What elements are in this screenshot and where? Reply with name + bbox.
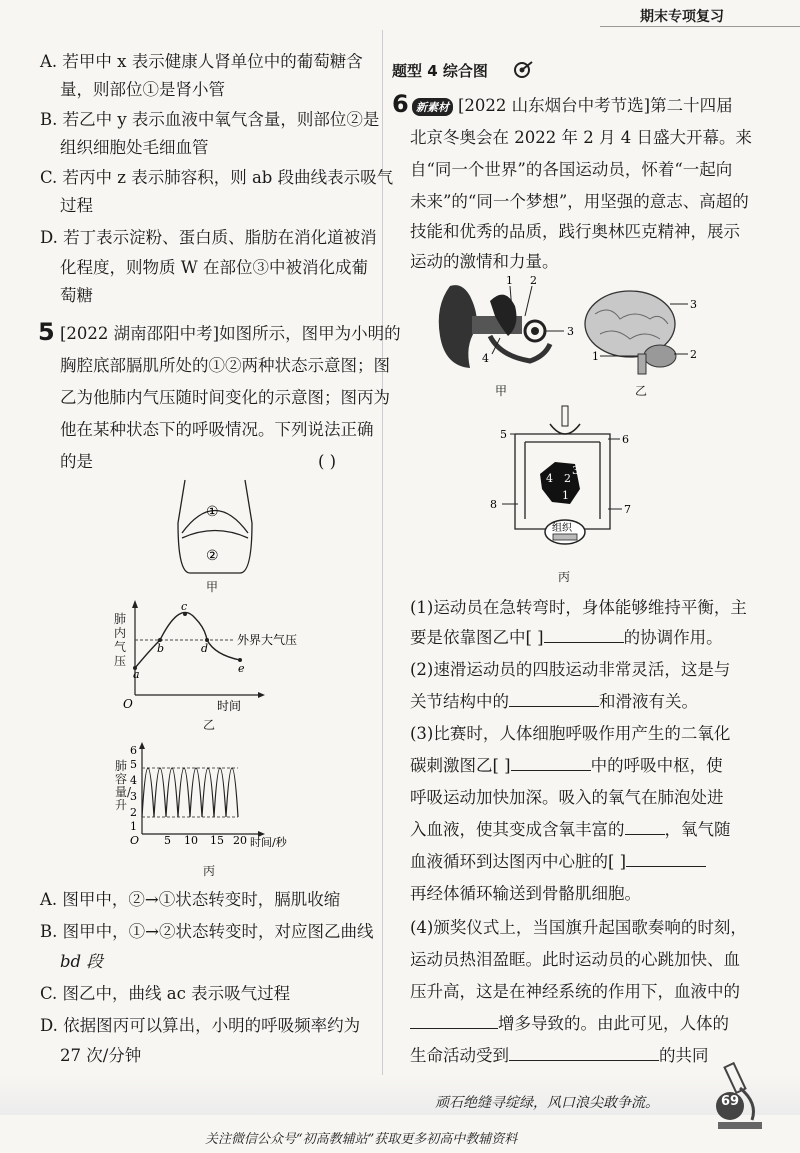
sub3-line4: 入血液，使其变成含氧丰富的 ，氧气随 (410, 820, 731, 839)
ear-label-2: 2 (530, 276, 537, 287)
jia-label-2: ② (206, 548, 219, 564)
circ-label-4: 4 (546, 472, 553, 485)
yi-x-arrow (258, 692, 265, 698)
q5-answer-paren: ( ) (318, 452, 337, 471)
sub3-line5: 血液循环到达图丙中心脏的[ ] (410, 852, 706, 872)
q6-line6: 运动的激情和力量。 (410, 252, 559, 271)
sub4-line5: 生命活动受到 的共同 (410, 1046, 709, 1065)
q4-d-line2: 化程度，则物质 W 在部位③中被消化成葡 (60, 258, 368, 277)
q6-fig-yi-caption: 乙 (635, 384, 648, 398)
circ-label-8: 8 (490, 498, 497, 511)
q5-fig-jia (170, 478, 260, 578)
sub4-blank-1[interactable] (410, 1014, 498, 1029)
q4-c-line1: C. 若丙中 z 表示肺容积，则 ab 段曲线表示吸气 (40, 168, 394, 187)
yi-ref-label: 外界大气压 (237, 633, 298, 647)
new-material-tag: 新素材 (412, 98, 453, 116)
q5-option-c: C. 图乙中，曲线 ac 表示吸气过程 (40, 984, 291, 1003)
brain-label-3: 3 (690, 298, 697, 311)
q6-fig-jia-caption: 甲 (495, 384, 508, 398)
brain-label-1: 1 (592, 350, 599, 363)
q6-line1: [2022 山东烟台中考节选]第二十四届 (458, 96, 733, 115)
q6-fig-bing-caption: 丙 (558, 570, 571, 584)
yi-origin: O (123, 697, 133, 711)
q6-line4: 未来”的“同一个梦想”，用坚强的意志、高超的 (410, 192, 749, 211)
sub3-line3: 呼吸运动加快加深。吸入的氧气在肺泡处进 (410, 788, 724, 807)
q5-option-b2: bd 段 (60, 952, 103, 971)
q6-line2: 北京冬奥会在 2022 年 2 月 4 日盛大开幕。来 (410, 128, 752, 147)
sub1-blank[interactable] (544, 628, 624, 643)
bing-ytick-4: 4 (130, 774, 137, 787)
yi-y-arrow (132, 600, 138, 608)
q4-d-line1: D. 若丁表示淀粉、蛋白质、脂肪在消化道被消 (40, 228, 377, 247)
q5-line3: 乙为他肺内气压随时间变化的示意图；图丙为 (60, 388, 390, 407)
q4-a-line1: A. 若甲中 x 表示健康人肾单位中的葡萄糖含 (40, 52, 363, 71)
q5-option-d1: D. 依据图丙可以算出，小明的呼吸频率约为 (40, 1016, 361, 1035)
q5-line4: 他在某种状态下的呼吸情况。下列说法正确 (60, 420, 374, 439)
page-number: 69 (720, 1094, 740, 1109)
bing-origin: O (130, 834, 140, 847)
section-header: 期末专项复习 (640, 9, 724, 25)
bing-ytick-1: 1 (130, 820, 137, 833)
yi-label-b: b (157, 642, 165, 655)
cerebellum (644, 345, 676, 367)
bing-xtick-10: 10 (184, 834, 198, 847)
brainstem (638, 354, 646, 374)
sub1-line2: 要是依靠图乙中[ ] 的协调作用。 (410, 628, 723, 647)
q5-fig-bing-caption: 丙 (203, 864, 216, 878)
yi-label-c: c (181, 600, 188, 613)
sub3-line6: 再经体循环输送到骨骼肌细胞。 (410, 884, 641, 903)
bing-ytick-6: 6 (130, 744, 137, 757)
sub4-line3: 压升高，这是在神经系统的作用下，血液中的 (410, 982, 740, 1001)
circ-label-7: 7 (624, 503, 631, 516)
bing-xtick-15: 15 (210, 834, 224, 847)
header-rule (600, 26, 800, 27)
q4-c-line2: 过程 (60, 196, 93, 215)
jia-label-1: ① (206, 504, 219, 520)
bing-ytick-5: 5 (130, 758, 137, 771)
q6-line5: 技能和优秀的品质，践行奥林匹克精神，展示 (410, 222, 740, 241)
bing-ytick-2: 2 (130, 806, 137, 819)
sub1-line1: (1)运动员在急转弯时，身体能够维持平衡，主 (410, 598, 747, 617)
sub4-line2: 运动员热泪盈眶。此时运动员的心跳加快、血 (410, 950, 740, 969)
q5-fig-yi (115, 600, 325, 715)
section-title: 题型 4 综合图 (392, 62, 488, 80)
q6-number: 6 (392, 90, 409, 118)
bing-xtick-5: 5 (164, 834, 171, 847)
yi-ylabel: 肺内气压 (114, 612, 127, 668)
yi-label-e: e (238, 662, 245, 675)
q5-line5: 的是 (60, 452, 93, 471)
q6-fig-brain (580, 284, 710, 380)
ear-outer (439, 285, 477, 368)
q5-option-a: A. 图甲中，②→①状态转变时，膈肌收缩 (40, 890, 341, 909)
q6-fig-circulation (480, 404, 650, 564)
bing-ylabel: 肺容量/升 (115, 759, 132, 812)
q5-fig-jia-caption: 甲 (206, 580, 219, 594)
sub3-blank-3[interactable] (626, 852, 706, 867)
bing-curve (142, 768, 238, 817)
bing-y-arrow (139, 742, 145, 749)
q5-line1: [2022 湖南邵阳中考]如图所示，图甲为小明的 (60, 324, 401, 343)
q6-fig-ear (430, 276, 580, 376)
ear-label-4: 4 (482, 352, 489, 365)
q5-option-d2: 27 次/分钟 (60, 1046, 142, 1065)
sub3-blank-1[interactable] (511, 756, 591, 771)
q5-option-b1: B. 图甲中，①→②状态转变时，对应图乙曲线 (40, 922, 374, 941)
q4-d-line3: 萄糖 (60, 286, 93, 305)
footer-band (0, 1075, 800, 1115)
bing-ytick-3: 3 (130, 790, 137, 803)
sub3-blank-2[interactable] (625, 820, 665, 835)
ear-label-3: 3 (567, 325, 574, 338)
ear-label-1: 1 (506, 276, 513, 287)
target-icon (512, 60, 534, 80)
circ-label-3: 3 (572, 464, 579, 477)
bing-xtick-20: 20 (233, 834, 247, 847)
q4-a-line2: 量，则部位①是肾小管 (60, 80, 225, 99)
bing-xlabel: 时间/秒 (250, 836, 287, 847)
tissue-label: 组织 (552, 523, 572, 534)
footer-promo: 关注微信公众号“初高教辅站”获取更多初高中教辅资料 (205, 1132, 518, 1147)
sub3-line2: 碳刺激图乙[ ] 中的呼吸中枢，使 (410, 756, 723, 775)
q4-b-line1: B. 若乙中 y 表示血液中氧气含量，则部位②是 (40, 110, 380, 129)
q5-number: 5 (38, 318, 55, 346)
footer-motto: 顽石绝缝寻绽绿，风口浪尖敢争流。 (435, 1095, 659, 1111)
brain-label-2: 2 (690, 348, 697, 361)
sub3-line1: (3)比赛时，人体细胞呼吸作用产生的二氧化 (410, 724, 731, 743)
sub4-line1: (4)颁奖仪式上，当国旗升起国歌奏响的时刻， (410, 918, 747, 937)
circ-label-2: 2 (564, 472, 571, 485)
q6-line3: 自“同一个世界”的各国运动员，怀着“一起向 (410, 160, 733, 179)
circ-label-1: 1 (562, 489, 569, 502)
circ-label-5: 5 (500, 428, 507, 441)
yi-xlabel: 时间 (217, 699, 242, 713)
yi-label-d: d (201, 642, 209, 655)
q5-fig-yi-caption: 乙 (203, 718, 216, 732)
sub2-line1: (2)速滑运动员的四肢运动非常灵活，这是与 (410, 660, 731, 679)
circ-label-6: 6 (622, 433, 629, 446)
sub2-blank[interactable] (509, 692, 599, 707)
yi-label-a: a (133, 668, 140, 681)
q5-fig-bing (120, 742, 310, 847)
sub2-line2: 关节结构中的 和滑液有关。 (410, 692, 698, 711)
sub4-line4: 增多导致的。由此可见，人体的 (410, 1014, 729, 1034)
q4-b-line2: 组织细胞处毛细血管 (60, 138, 209, 157)
q5-line2: 胸腔底部膈肌所处的①②两种状态示意图；图 (60, 356, 390, 375)
diaphragm-2 (182, 531, 248, 539)
sub4-blank-2[interactable] (509, 1046, 659, 1061)
